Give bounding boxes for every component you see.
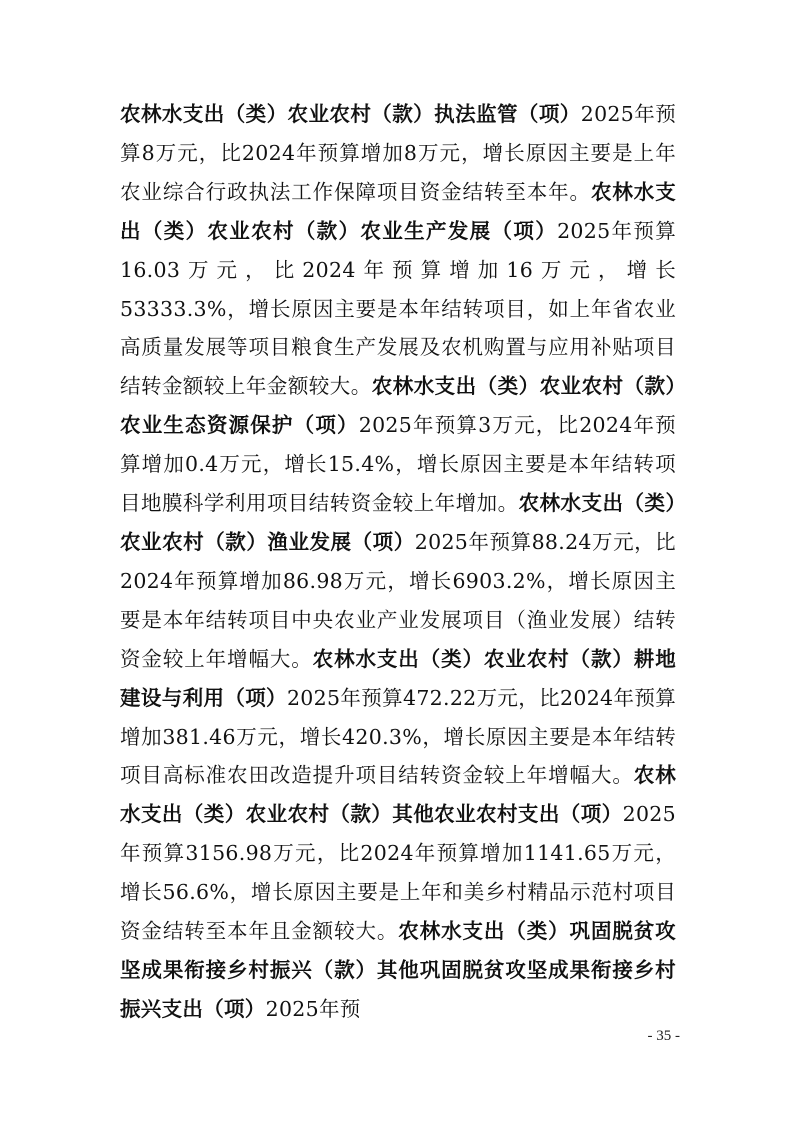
item-text: 2025年预算8万元，比2024年预算增加8万元，增长原因主要是上年农业综合行政执法工作保障项目资金结转至本年。: [120, 102, 676, 204]
item-heading: 农林水支出（类）农业农村（款）其他农业农村支出（项）: [120, 763, 676, 827]
item-heading: 农林水支出（类）农业农村（款）渔业发展（项）: [120, 491, 676, 554]
item-heading: 农林水支出（类）农业农村（款）耕地建设与利用（项）: [120, 646, 676, 710]
item-text: 2025年预算472.22万元，比2024年预算增加381.46万元，增长420.3%，增长原因主要是本年结转项目高标准农田改造提升项目结转资金较上年增幅大。: [120, 685, 676, 788]
page-number: - 35 -: [647, 1028, 680, 1044]
item-text: 2025年预算16.03万元，比2024年预算增加16万元，增长53333.3%，增长原因主要是本年结转项目，如上年省农业高质量发展等项目粮食生产发展及农机购置与应用补贴项目结转金额较上年金额较大。: [120, 218, 676, 399]
item-text: 2025年预算88.24万元，比2024年预算增加86.98万元，增长6903.2%，增长原因主要是本年结转项目中央农业产业发展项目（渔业发展）结转资金较上年增幅大。: [120, 529, 676, 671]
body-text: [120, 95, 676, 1029]
item-heading: 农林水支出（类）农业农村（款）农业生产发展（项）: [120, 179, 676, 243]
item-heading: 农林水支出（类）农业农村（款）农业生态资源保护（项）: [120, 374, 676, 438]
item-heading: 农林水支出（类）农业农村（款）执法监管（项）: [120, 102, 581, 126]
item-text: 2025年预算3万元，比2024年预算增加0.4万元，增长15.4%，增长原因主要是本年结转项目地膜科学利用项目结转资金较上年增加。: [120, 413, 676, 516]
item-text: 2025年预: [265, 996, 361, 1021]
item-text: 2025年预算3156.98万元，比2024年预算增加1141.65万元，增长56.6%，增长原因主要是上年和美乡村精品示范村项目资金结转至本年且金额较大。: [120, 802, 676, 944]
item-heading: 农林水支出（类）巩固脱贫攻坚成果衔接乡村振兴（款）其他巩固脱贫攻坚成果衔接乡村振兴支出（项）: [120, 919, 676, 1021]
